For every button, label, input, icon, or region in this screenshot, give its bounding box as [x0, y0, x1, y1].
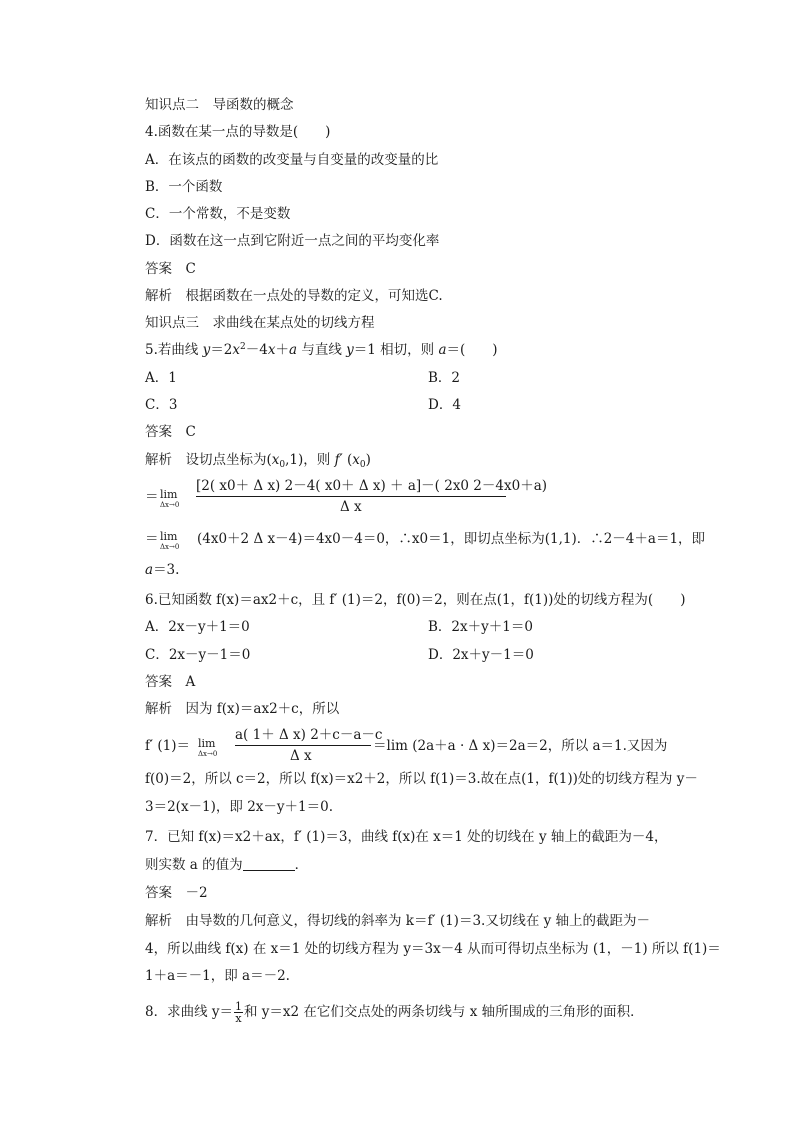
solution-line: (4x0＋2 Δ x－4)＝4x0－4＝0，∴x0＝1，即切点坐标为(1,1)．∴2－4＋a＝1，即 — [197, 531, 706, 547]
option-b: B．一个函数 — [145, 179, 223, 195]
answer — [145, 884, 208, 902]
answer — [145, 260, 196, 278]
question-stem: 则实数 a 的值为 ． — [145, 857, 309, 873]
analysis — [145, 700, 339, 718]
option-b: B．2 — [428, 370, 461, 386]
fraction-denominator: Δ x — [290, 748, 312, 764]
analysis-text: 根据函数在一点处的导数的定义，可知选C. — [185, 288, 443, 304]
answer-label: 答案 — [145, 261, 172, 277]
option-c: C．一个常数，不是变数 — [145, 206, 291, 222]
answer-label: 答案 — [145, 674, 172, 690]
solution-line: f(0)＝2，所以 c＝2，所以 f(x)＝x2＋2，所以 f(1)＝3.故在点(1，f(1))处的切线方程为 y－ — [145, 771, 698, 787]
inline-fraction: $\frac{1}{x}$ — [235, 1000, 243, 1025]
answer — [145, 423, 196, 441]
option-d: D．4 — [428, 397, 461, 413]
answer-blank[interactable] — [243, 858, 295, 871]
analysis-label: 解析 — [145, 288, 172, 304]
answer-value: A — [185, 674, 196, 690]
option-a: A．1 — [145, 370, 177, 386]
answer-value: C — [185, 261, 196, 277]
equals-sign: ＝ — [145, 489, 159, 505]
limit-lhs: f′ (1)＝ — [145, 738, 190, 754]
answer-value: －2 — [185, 885, 208, 901]
fraction-numerator: [2( x0＋ Δ x) 2－4( x0＋ Δ x) ＋ a]－( 2x0 2－4x0＋a) — [196, 478, 548, 494]
solution-line: 1＋a＝－1，即 a＝－2. — [145, 968, 290, 984]
analysis: 解析 由导数的几何意义，得切线的斜率为 k＝f′ (1)＝3.又切线在 y 轴上的截距为－ — [145, 913, 651, 929]
analysis-label: 解析 — [145, 701, 172, 717]
solution-line: a＝3. — [145, 562, 180, 578]
question-stem: 7．已知 f(x)＝x2＋ax，f′ (1)＝3，曲线 f(x)在 x＝1 处的切线在 y 轴上的截距为－4， — [145, 829, 668, 845]
question-stem: 4.函数在某一点的导数是( ) — [145, 124, 331, 140]
solution-line: 4，所以曲线 f(x) 在 x＝1 处的切线方程为 y＝3x－4 从而可得切点坐标为 (1，－1) 所以 f(1)＝ — [145, 941, 721, 957]
analysis-label: 解析 — [145, 452, 172, 468]
fraction-numerator: a( 1＋ Δ x) 2＋c－a－c — [235, 727, 383, 743]
analysis — [145, 287, 443, 305]
limit-symbol: lim Δx→0 — [160, 530, 180, 551]
solution-line: 3＝2(x－1)，即 2x－y＋1＝0. — [145, 799, 334, 815]
question-stem: 5.若曲线 $y=2x^2-4x+a$ 与直线 y＝1 相切，则 a＝( ) — [145, 342, 498, 358]
answer-label: 答案 — [145, 424, 172, 440]
section-title: 知识点三 求曲线在某点处的切线方程 — [145, 315, 375, 331]
option-c: C．3 — [145, 397, 178, 413]
analysis-label: 解析 — [145, 913, 172, 929]
answer-label: 答案 — [145, 885, 172, 901]
solution-line: ＝lim (2a＋a · Δ x)＝2a＝2，所以 a＝1.又因为 — [373, 738, 668, 754]
question-stem: 6.已知函数 f(x)＝ax2＋c，且 f′ (1)＝2，f(0)＝2，则在点(1，f(1))处的切线方程为( ) — [145, 592, 686, 608]
fraction-bar — [196, 496, 506, 497]
analysis-text: 因为 f(x)＝ax2＋c，所以 — [185, 701, 340, 717]
section-title: 知识点二 导函数的概念 — [145, 97, 294, 113]
answer-value: C — [185, 424, 196, 440]
limit-symbol: lim Δx→0 — [198, 737, 218, 758]
option-b: B．2x＋y＋1＝0 — [428, 619, 533, 635]
option-d: D．函数在这一点到它附近一点之间的平均变化率 — [145, 233, 440, 249]
question-stem: 8．求曲线 y＝ $\frac{1}{x}$ 和 y＝x2 在它们交点处的两条切线与 x 轴所围成的三角形的面积． — [145, 1000, 644, 1025]
answer — [145, 673, 195, 691]
limit-symbol: lim Δx→0 — [160, 488, 180, 509]
fraction-bar — [235, 745, 371, 746]
analysis: 解析 设切点坐标为$(x_0,1)$，则 f′ $(x_0)$ — [145, 452, 371, 470]
option-c: C．2x－y－1＝0 — [145, 647, 251, 663]
option-d: D．2x＋y－1＝0 — [428, 647, 534, 663]
option-a: A．在该点的函数的改变量与自变量的改变量的比 — [145, 152, 439, 168]
fraction-denominator: Δ x — [340, 499, 362, 515]
option-a: A．2x－y＋1＝0 — [145, 619, 250, 635]
equals-sign: ＝ — [145, 531, 159, 547]
